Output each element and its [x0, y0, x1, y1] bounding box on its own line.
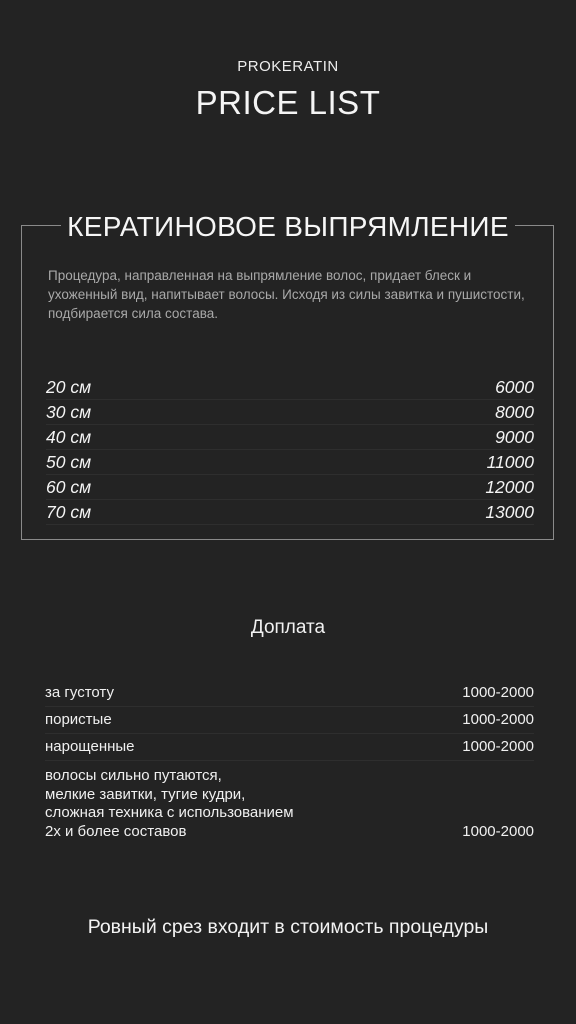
- price-value: 11000: [486, 452, 534, 472]
- page-title: PRICE LIST: [195, 84, 381, 121]
- surcharge-label: волосы сильно путаются, мелкие завитки, тугие кудри, сложная техника с использованием 2х и более составов: [45, 767, 294, 840]
- surcharge-price: 1000-2000: [462, 684, 534, 701]
- price-length: 40 см: [46, 427, 92, 447]
- price-row: [46, 425, 534, 450]
- surcharge-row: [45, 761, 534, 841]
- price-row: [46, 475, 534, 500]
- price-length: 60 см: [46, 477, 92, 497]
- footer-note: Ровный срез входит в стоимость процедуры: [87, 916, 489, 938]
- price-length: 30 см: [46, 402, 92, 422]
- surcharge-price: 1000-2000: [462, 822, 534, 840]
- keratin-title-text: КЕРАТИНОВОЕ ВЫПРЯМЛЕНИЕ: [61, 211, 515, 242]
- price-length: 70 см: [46, 502, 92, 522]
- surcharge-label: нарощенные: [45, 738, 135, 755]
- keratin-description: Процедура, направленная на выпрямление волос, придает блеск и ухоженный вид, напитывает волосы. Исходя из силы завитка и пушистости, подбирается сила состава.: [48, 268, 525, 321]
- surcharge-row: [45, 680, 534, 707]
- brand-name: PROKERATIN: [237, 58, 339, 75]
- keratin-section-title: [0, 207, 576, 247]
- price-row: [46, 400, 534, 425]
- keratin-price-list: [46, 375, 534, 525]
- price-value: 12000: [485, 477, 534, 497]
- price-value: 6000: [495, 377, 534, 397]
- price-value: 13000: [485, 502, 534, 522]
- surcharge-title: Доплата: [250, 617, 326, 638]
- price-length: 20 см: [46, 377, 92, 397]
- surcharge-price: 1000-2000: [462, 738, 534, 755]
- price-value: 9000: [495, 427, 534, 447]
- price-length: 50 см: [46, 452, 92, 472]
- surcharge-row: [45, 707, 534, 734]
- surcharge-list: [45, 680, 534, 841]
- surcharge-price: 1000-2000: [462, 711, 534, 728]
- price-row: [46, 450, 534, 475]
- surcharge-row: [45, 734, 534, 761]
- surcharge-label: за густоту: [45, 684, 114, 701]
- surcharge-label: пористые: [45, 711, 112, 728]
- price-row: [46, 375, 534, 400]
- price-value: 8000: [495, 402, 534, 422]
- price-row: [46, 500, 534, 525]
